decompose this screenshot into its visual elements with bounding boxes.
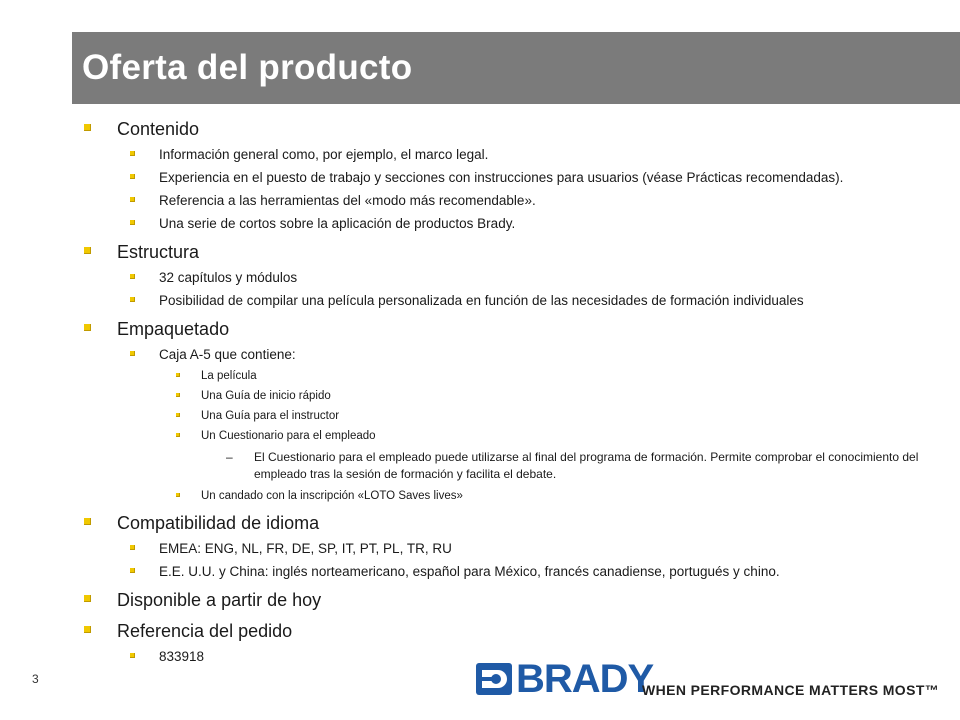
list-item-text: Experiencia en el puesto de trabajo y secciones con instrucciones para usuarios (véase Prácticas recomendadas). <box>159 170 844 185</box>
bullet-icon <box>130 351 135 356</box>
list-item-text: E.E. U.U. y China: inglés norteamericano, español para México, francés canadiense, portugués y chino. <box>159 564 780 579</box>
list-item-text: Referencia a las herramientas del «modo más recomendable». <box>159 193 536 208</box>
list-item <box>84 429 944 443</box>
bullet-icon <box>130 151 135 156</box>
bullet-icon <box>130 174 135 179</box>
list-item-text: Caja A-5 que contiene: <box>159 347 296 362</box>
note-text: El Cuestionario para el empleado puede utilizarse al final del programa de formación. Permite comprobar el conocimiento del empleado tras la sesión de formación y facilita el debate. <box>254 450 919 481</box>
list-item <box>84 146 944 163</box>
list-item-text: Una Guía para el instructor <box>201 410 340 422</box>
bullet-icon <box>176 393 180 397</box>
title-bar <box>72 32 960 104</box>
brand-tagline: WHEN PERFORMANCE MATTERS MOST™ <box>642 682 940 698</box>
list-item <box>84 369 944 383</box>
section-label: Compatibilidad de idioma <box>117 513 320 533</box>
bullet-icon <box>176 413 180 417</box>
brady-logo <box>476 657 940 701</box>
list-item <box>84 192 944 209</box>
list-item-text: EMEA: ENG, NL, FR, DE, SP, IT, PT, PL, TR, RU <box>159 541 452 556</box>
section-empaquetado <box>84 318 944 340</box>
bullet-icon <box>130 274 135 279</box>
bullet-icon <box>176 433 180 437</box>
list-item-text: La película <box>201 370 257 382</box>
bullet-icon <box>176 373 180 377</box>
list-item <box>84 409 944 423</box>
section-compatibilidad <box>84 512 944 534</box>
bullet-icon <box>84 595 91 602</box>
section-label: Referencia del pedido <box>117 621 293 641</box>
note-item <box>84 449 944 483</box>
list-item <box>84 540 944 557</box>
bullet-icon <box>176 493 180 497</box>
section-estructura <box>84 241 944 263</box>
list-item <box>84 292 944 309</box>
list-item <box>84 489 944 503</box>
bullet-icon <box>130 197 135 202</box>
bullet-icon <box>130 568 135 573</box>
bullet-icon <box>84 247 91 254</box>
section-label: Disponible a partir de hoy <box>117 590 322 610</box>
section-label: Estructura <box>117 242 200 262</box>
section-contenido <box>84 118 944 140</box>
list-item-text: Información general como, por ejemplo, el marco legal. <box>159 147 489 162</box>
section-label: Empaquetado <box>117 319 230 339</box>
list-item <box>84 169 944 186</box>
bullet-icon <box>84 124 91 131</box>
section-label: Contenido <box>117 119 200 139</box>
list-item <box>84 215 944 232</box>
list-item <box>84 269 944 286</box>
bullet-icon <box>84 324 91 331</box>
section-referencia <box>84 620 944 642</box>
list-item-text: Una Guía de inicio rápido <box>201 390 331 402</box>
brady-logo-icon <box>476 663 512 695</box>
list-item-text: Un candado con la inscripción «LOTO Saves lives» <box>201 490 463 502</box>
list-item-text: Un Cuestionario para el empleado <box>201 430 376 442</box>
list-item-text: Posibilidad de compilar una película personalizada en función de las necesidades de formación individuales <box>159 293 804 308</box>
bullet-icon <box>84 626 91 633</box>
bullet-icon <box>130 297 135 302</box>
dash-marker: – <box>226 450 233 464</box>
list-item <box>84 346 944 363</box>
bullet-icon <box>130 220 135 225</box>
list-item <box>84 389 944 403</box>
page-title: Oferta del producto <box>82 48 413 87</box>
bullet-icon <box>130 653 135 658</box>
page-number: 3 <box>32 672 39 686</box>
bullet-icon <box>84 518 91 525</box>
section-disponible <box>84 589 944 611</box>
list-item-text: Una serie de cortos sobre la aplicación de productos Brady. <box>159 216 516 231</box>
bullet-icon <box>130 545 135 550</box>
list-item <box>84 563 944 580</box>
brand-name: BRADY <box>516 657 654 701</box>
slide-content <box>84 118 944 665</box>
list-item-text: 833918 <box>159 649 205 664</box>
list-item-text: 32 capítulos y módulos <box>159 270 298 285</box>
